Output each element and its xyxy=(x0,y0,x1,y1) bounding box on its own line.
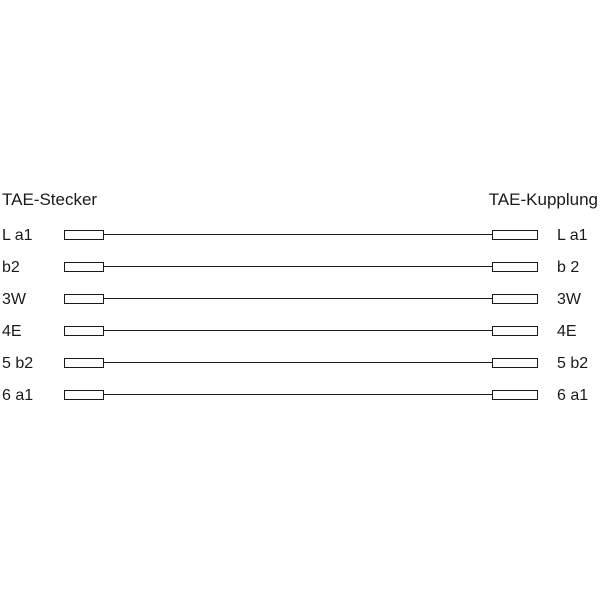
tae-kupplung-header: TAE-Kupplung xyxy=(488,190,598,209)
wire-5 xyxy=(104,362,492,363)
stecker-contact-5 xyxy=(64,358,104,368)
kupplung-pin-label-2: b 2 xyxy=(557,259,580,276)
wire-1 xyxy=(104,234,492,235)
kupplung-contact-4 xyxy=(492,326,538,336)
wire-2 xyxy=(104,266,492,267)
wire-row-2 xyxy=(0,258,600,278)
kupplung-contact-1 xyxy=(492,230,538,240)
kupplung-pin-label-5: 5 b2 xyxy=(557,355,589,372)
wire-row-6 xyxy=(0,386,600,406)
kupplung-pin-label-3: 3W xyxy=(557,291,581,308)
stecker-contact-1 xyxy=(64,230,104,240)
kupplung-contact-5 xyxy=(492,358,538,368)
stecker-pin-label-6: 6 a1 xyxy=(2,387,34,404)
wire-row-5 xyxy=(0,354,600,374)
wire-4 xyxy=(104,330,492,331)
kupplung-contact-2 xyxy=(492,262,538,272)
kupplung-pin-label-1: L a1 xyxy=(557,227,588,244)
wire-row-4 xyxy=(0,322,600,342)
stecker-pin-label-5: 5 b2 xyxy=(2,355,34,372)
kupplung-pin-label-4: 4E xyxy=(557,323,577,340)
wire-6 xyxy=(104,394,492,395)
stecker-pin-label-1: L a1 xyxy=(2,227,33,244)
kupplung-pin-label-6: 6 a1 xyxy=(557,387,589,404)
stecker-pin-label-4: 4E xyxy=(2,323,22,340)
wire-row-1 xyxy=(0,226,600,246)
stecker-pin-label-2: b2 xyxy=(2,259,20,276)
kupplung-contact-6 xyxy=(492,390,538,400)
stecker-contact-4 xyxy=(64,326,104,336)
stecker-contact-2 xyxy=(64,262,104,272)
stecker-contact-3 xyxy=(64,294,104,304)
stecker-pin-label-3: 3W xyxy=(2,291,26,308)
wire-3 xyxy=(104,298,492,299)
stecker-contact-6 xyxy=(64,390,104,400)
kupplung-contact-3 xyxy=(492,294,538,304)
wire-row-3 xyxy=(0,290,600,310)
tae-stecker-header: TAE-Stecker xyxy=(2,190,98,209)
